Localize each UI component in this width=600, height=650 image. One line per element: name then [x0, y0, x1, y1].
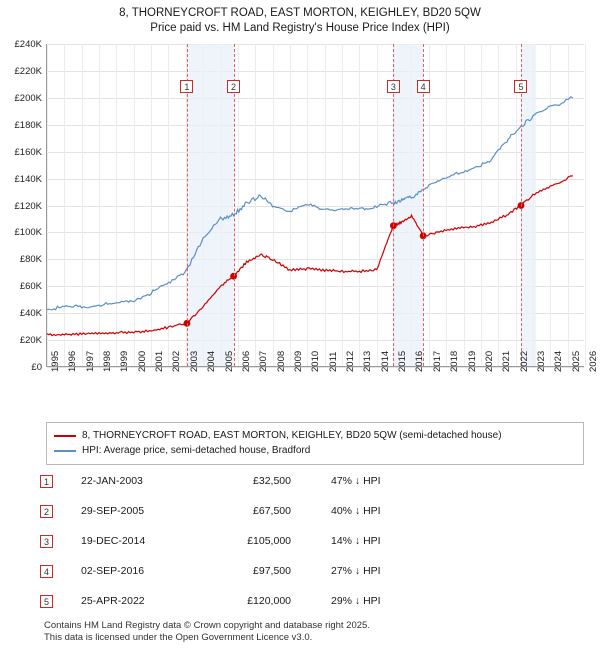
footer-credits [44, 620, 584, 644]
line-hpi [47, 97, 573, 310]
x-axis-tick-label: 2001 [154, 350, 166, 372]
transaction-date: 25-APR-2022 [81, 595, 145, 607]
x-axis-tick-label: 1996 [67, 350, 79, 372]
y-axis-tick-label: £200K [14, 92, 42, 104]
y-axis-tick-label: £20K [19, 335, 42, 347]
x-axis-tick-label: 2002 [171, 350, 183, 372]
legend-swatch-hpi [54, 450, 76, 452]
y-axis-tick-label: £140K [14, 173, 42, 185]
x-axis-tick-label: 2010 [310, 350, 322, 372]
x-axis-tick-label: 2020 [483, 350, 495, 372]
sale-event-badge[interactable]: 1 [180, 80, 193, 93]
x-axis-tick-label: 2012 [345, 350, 357, 372]
x-axis-tick-label: 2019 [466, 350, 478, 372]
legend-label-property: 8, THORNEYCROFT ROAD, EAST MORTON, KEIGHLEY, BD20 5QW (semi-detached house) [82, 429, 502, 441]
y-axis-tick-label: £40K [19, 308, 42, 320]
page-title [0, 0, 600, 36]
series-lines [47, 44, 585, 367]
transaction-index-badge: 5 [40, 595, 53, 608]
transactions-table [40, 466, 560, 616]
transaction-index-badge: 1 [40, 475, 53, 488]
transaction-price: £32,500 [253, 475, 291, 487]
transaction-date: 29-SEP-2005 [81, 505, 145, 517]
title-subtitle: Price paid vs. HM Land Registry's House Price Index (HPI) [150, 22, 450, 34]
x-axis-tick-label: 2025 [570, 350, 582, 372]
plot-region [46, 44, 584, 367]
table-row[interactable] [40, 526, 560, 556]
x-axis-tick-label: 2003 [188, 350, 200, 372]
transaction-hpi-delta: 14% ↓ HPI [331, 535, 381, 547]
table-row[interactable] [40, 556, 560, 586]
y-axis-tick-label: £220K [14, 65, 42, 77]
footer-line-2: This data is licensed under the Open Government Licence v3.0. [44, 632, 313, 643]
x-axis-tick-label: 2024 [553, 350, 565, 372]
x-axis-tick-label: 2023 [535, 350, 547, 372]
x-axis-tick-label: 2021 [501, 350, 513, 372]
transaction-date: 22-JAN-2003 [81, 475, 143, 487]
transaction-hpi-delta: 47% ↓ HPI [331, 475, 381, 487]
x-axis-tick-label: 2006 [240, 350, 252, 372]
transaction-price: £67,500 [253, 505, 291, 517]
transaction-index-badge: 2 [40, 505, 53, 518]
y-axis-tick-label: £0 [31, 362, 42, 373]
x-axis-tick-label: 2000 [136, 350, 148, 372]
transaction-price: £120,000 [247, 595, 291, 607]
x-axis-tick-label: 2016 [414, 350, 426, 372]
x-axis-tick-label: 2022 [518, 350, 530, 372]
chart-legend [46, 422, 584, 465]
legend-item-hpi [54, 443, 576, 458]
x-axis-tick-label: 2018 [449, 350, 461, 372]
x-axis-tick-label: 2007 [258, 350, 270, 372]
transaction-price: £97,500 [253, 565, 291, 577]
x-axis-tick-label: 2008 [275, 350, 287, 372]
y-axis-tick-label: £80K [19, 254, 42, 266]
transaction-index-badge: 3 [40, 535, 53, 548]
title-address: 8, THORNEYCROFT ROAD, EAST MORTON, KEIGHLEY, BD20 5QW [119, 7, 481, 19]
table-row[interactable] [40, 586, 560, 616]
sale-event-badge[interactable]: 2 [227, 80, 240, 93]
y-axis-tick-label: £120K [14, 200, 42, 212]
footer-line-1: Contains HM Land Registry data © Crown copyright and database right 2025. [44, 620, 370, 631]
sale-event-badge[interactable]: 4 [417, 80, 430, 93]
x-axis-tick-label: 2011 [327, 351, 339, 372]
transaction-hpi-delta: 27% ↓ HPI [331, 565, 381, 577]
table-row[interactable] [40, 466, 560, 496]
x-axis-tick-label: 2009 [292, 350, 304, 372]
x-axis-tick-label: 2005 [223, 350, 235, 372]
x-axis-tick-label: 2004 [206, 350, 218, 372]
y-axis-tick-label: £240K [14, 39, 42, 50]
x-axis-tick-label: 1995 [50, 350, 61, 372]
y-axis-tick-label: £180K [14, 119, 42, 131]
table-row[interactable] [40, 496, 560, 526]
transaction-hpi-delta: 40% ↓ HPI [331, 505, 381, 517]
legend-swatch-property [54, 435, 76, 437]
legend-label-hpi: HPI: Average price, semi-detached house, Bradford [82, 444, 311, 456]
legend-item-property [54, 428, 576, 443]
chart-area [0, 38, 600, 378]
x-axis-tick-label: 2015 [397, 350, 409, 372]
x-axis-tick-label: 1999 [119, 350, 131, 372]
transaction-date: 19-DEC-2014 [81, 535, 146, 547]
transaction-index-badge: 4 [40, 565, 53, 578]
x-axis-tick-label: 2013 [362, 350, 374, 372]
gridline-vertical [585, 44, 586, 366]
sale-event-badge[interactable]: 5 [514, 80, 527, 93]
x-axis-tick-label: 2014 [379, 350, 391, 372]
x-axis-tick-label: 1998 [102, 350, 114, 372]
y-axis-tick-label: £60K [19, 281, 42, 293]
transaction-hpi-delta: 29% ↓ HPI [331, 595, 381, 607]
transaction-date: 02-SEP-2016 [81, 565, 145, 577]
x-axis-tick-label: 2026 [588, 350, 599, 372]
y-axis-tick-label: £100K [14, 227, 42, 239]
x-axis-tick-label: 1997 [84, 350, 96, 372]
y-axis-tick-label: £160K [14, 146, 42, 158]
transaction-price: £105,000 [247, 535, 291, 547]
x-axis-tick-label: 2017 [431, 350, 443, 372]
line-property-price [47, 176, 573, 336]
sale-event-badge[interactable]: 3 [387, 80, 400, 93]
